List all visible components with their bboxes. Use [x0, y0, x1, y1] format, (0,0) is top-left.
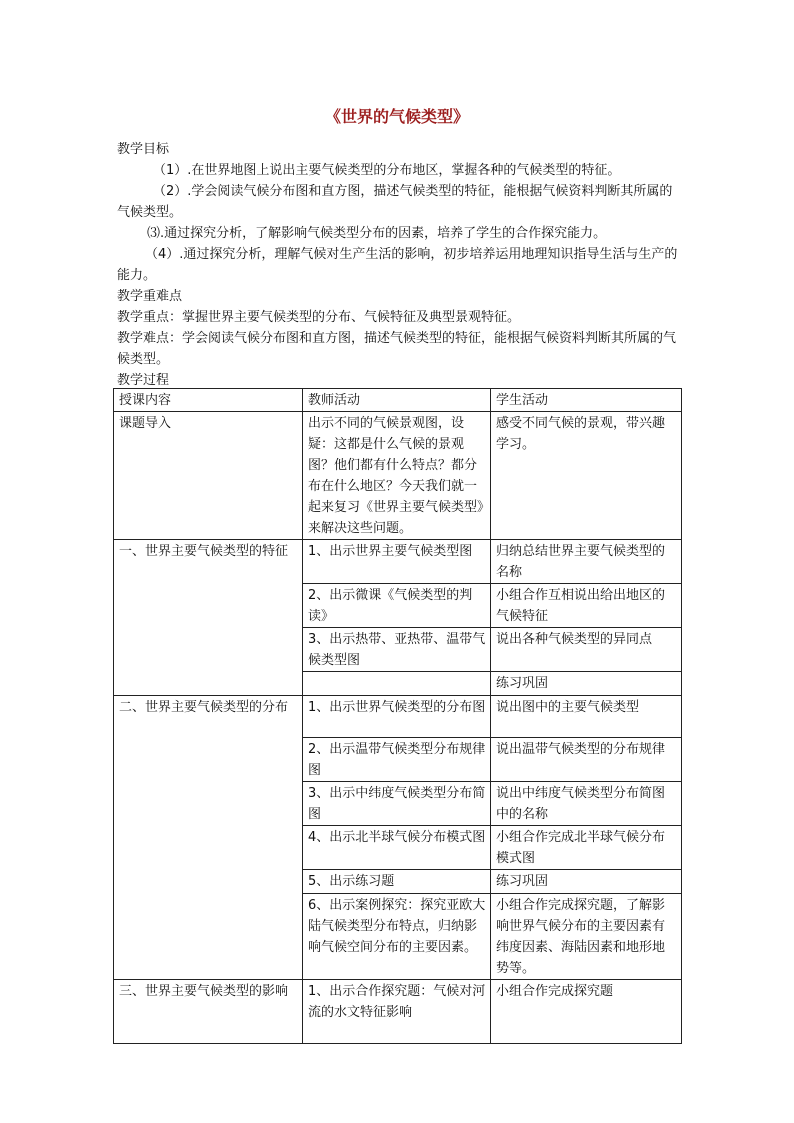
content-cell: 二、世界主要气候类型的分布	[114, 696, 303, 980]
student-activity-cell: 说出各种气候类型的异同点	[491, 628, 682, 672]
student-activity-cell: 小组合作完成探究题	[491, 980, 682, 1044]
teacher-activity-cell: 2、出示微课《气候类型的判读》	[303, 584, 491, 628]
teacher-activity-cell: 6、出示案例探究：探究亚欧大陆气候类型分布特点，归纳影响气候空间分布的主要因素。	[303, 894, 491, 980]
objectives-heading: 教学目标	[117, 142, 170, 157]
student-activity-cell: 练习巩固	[491, 870, 682, 894]
teacher-activity-cell	[303, 672, 491, 696]
teacher-activity-cell: 出示不同的气候景观图，设疑：这都是什么气候的景观图？他们都有什么特点？都分布在什么地区？今天我们就一起来复习《世界主要气候类型》来解决这些问题。	[303, 412, 491, 540]
table-row	[114, 980, 682, 1044]
table-row	[114, 540, 682, 584]
teacher-activity-cell: 4、出示北半球气候分布模式图	[303, 826, 491, 870]
student-activity-cell: 小组合作完成探究题，了解影响世界气候分布的主要因素有纬度因素、海陆因素和地形地势等。	[491, 894, 682, 980]
column-header: 授课内容	[114, 389, 303, 412]
column-header: 学生活动	[491, 389, 682, 412]
student-activity-cell: 说出温带气候类型的分布规律	[491, 738, 682, 782]
student-activity-cell: 感受不同气候的景观，带兴趣学习。	[491, 412, 682, 540]
teacher-activity-cell: 3、出示中纬度气候类型分布简图	[303, 782, 491, 826]
student-activity-cell: 说出图中的主要气候类型	[491, 696, 682, 738]
content-cell: 三、世界主要气候类型的影响	[114, 980, 303, 1044]
document-title: 《世界的气候类型》	[324, 107, 469, 126]
student-activity-cell: 说出中纬度气候类型分布简图中的名称	[491, 782, 682, 826]
teacher-activity-cell: 1、出示世界气候类型的分布图	[303, 696, 491, 738]
key-point: 教学重点：掌握世界主要气候类型的分布、气候特征及典型景观特征。	[117, 310, 521, 325]
objective-item: ⑶.通过探究分析，了解影响气候类型分布的因素，培养了学生的合作探究能力。	[147, 226, 607, 241]
column-header: 教师活动	[303, 389, 491, 412]
objective-item: （1）.在世界地图上说出主要气候类型的分布地区，掌握各种的气候类型的特征。	[153, 163, 621, 178]
table-row	[114, 412, 682, 540]
difficult-point: 教学难点：学会阅读气候分布图和直方图，描述气候类型的特征，能根据气候资料判断其所属的气候类型。	[117, 331, 677, 367]
student-activity-cell: 小组合作完成北半球气候分布模式图	[491, 826, 682, 870]
content-cell: 课题导入	[114, 412, 303, 540]
objective-item: （2）.学会阅读气候分布图和直方图，描述气候类型的特征，能根据气候资料判断其所属的气候类型。	[117, 184, 673, 220]
teacher-activity-cell: 2、出示温带气候类型分布规律图	[303, 738, 491, 782]
teacher-activity-cell: 1、出示世界主要气候类型图	[303, 540, 491, 584]
teacher-activity-cell: 3、出示热带、亚热带、温带气候类型图	[303, 628, 491, 672]
document-body	[117, 139, 682, 391]
key-heading: 教学重难点	[117, 289, 183, 304]
teacher-activity-cell: 1、出示合作探究题：气候对河流的水文特征影响	[303, 980, 491, 1044]
student-activity-cell: 练习巩固	[491, 672, 682, 696]
table-header-row	[114, 389, 682, 412]
student-activity-cell: 归纳总结世界主要气候类型的名称	[491, 540, 682, 584]
process-heading: 教学过程	[117, 373, 170, 388]
teacher-activity-cell: 5、出示练习题	[303, 870, 491, 894]
student-activity-cell: 小组合作互相说出给出地区的气候特征	[491, 584, 682, 628]
objective-item: （4）.通过探究分析，理解气候对生产生活的影响，初步培养运用地理知识指导生活与生产的能力。	[117, 247, 678, 283]
table-row	[114, 696, 682, 738]
lesson-table	[113, 388, 682, 1044]
content-cell: 一、世界主要气候类型的特征	[114, 540, 303, 696]
